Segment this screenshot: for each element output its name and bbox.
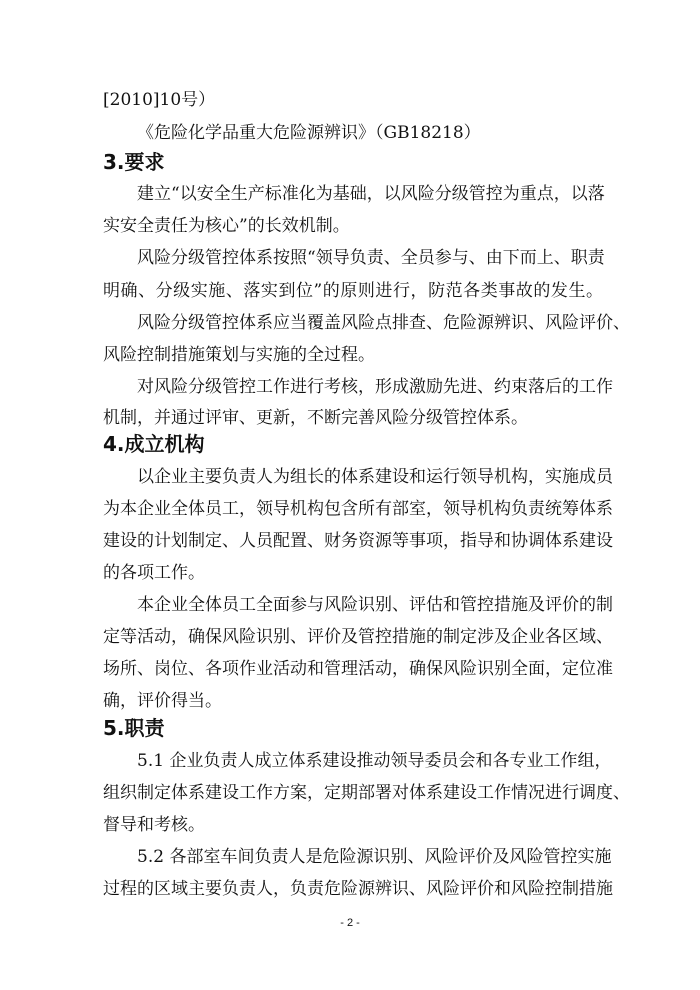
paragraph-line: 对风险分级管控工作进行考核，形成激励先进、约束落后的工作 [137,377,613,397]
paragraph-line: 风险控制措施策划与实施的全过程。 [103,345,375,365]
paragraph-line: 的各项工作。 [103,563,205,583]
paragraph-line: 以企业主要负责人为组长的体系建设和运行领导机构，实施成员 [137,467,613,487]
paragraph-line: 风险分级管控体系应当覆盖风险点排查、危险源辨识、风险评价、 [137,313,630,333]
paragraph-line: 实安全责任为核心”的长效机制。 [103,216,350,236]
paragraph-line: 明确、分级实施、落实到位”的原则进行，防范各类事故的发生。 [103,281,603,301]
paragraph-line: 建设的计划制定、人员配置、财务资源等事项，指导和协调体系建设 [103,531,613,551]
page-number: - 2 - [340,917,360,929]
paragraph-line: 组织制定体系建设工作方案，定期部署对体系建设工作情况进行调度、 [103,783,630,803]
section-heading-requirements: 3.要求 [103,150,165,174]
paragraph-line: 本企业全体员工全面参与风险识别、评估和管控措施及评价的制 [137,595,613,615]
paragraph-line: 场所、岗位、各项作业活动和管理活动，确保风险识别全面，定位准 [103,659,613,679]
section-heading-responsibilities: 5.职责 [103,716,165,740]
paragraph-line: 建立“以安全生产标准化为基础，以风险分级管控为重点，以落 [137,184,605,204]
reference-standard: 《危险化学品重大危险源辨识》（GB18218） [137,123,481,143]
paragraph-line: 5.2 各部室车间负责人是危险源识别、风险评价及风险管控实施 [137,847,612,867]
paragraph-line: 5.1 企业负责人成立体系建设推动领导委员会和各专业工作组， [137,751,612,771]
paragraph-line: 定等活动，确保风险识别、评价及管控措施的制定涉及企业各区域、 [103,627,613,647]
section-heading-organization: 4.成立机构 [103,432,205,456]
paragraph-line: 确，评价得当。 [103,691,222,711]
reference-line-end: [2010]10号） [103,90,216,110]
paragraph-line: 为本企业全体员工，领导机构包含所有部室，领导机构负责统筹体系 [103,499,613,519]
paragraph-line: 过程的区域主要负责人，负责危险源辨识、风险评价和风险控制措施 [103,879,613,899]
paragraph-line: 风险分级管控体系按照“领导负责、全员参与、由下而上、职责 [137,248,605,268]
paragraph-line: 督导和考核。 [103,815,205,835]
paragraph-line: 机制，并通过评审、更新，不断完善风险分级管控体系。 [103,408,528,428]
